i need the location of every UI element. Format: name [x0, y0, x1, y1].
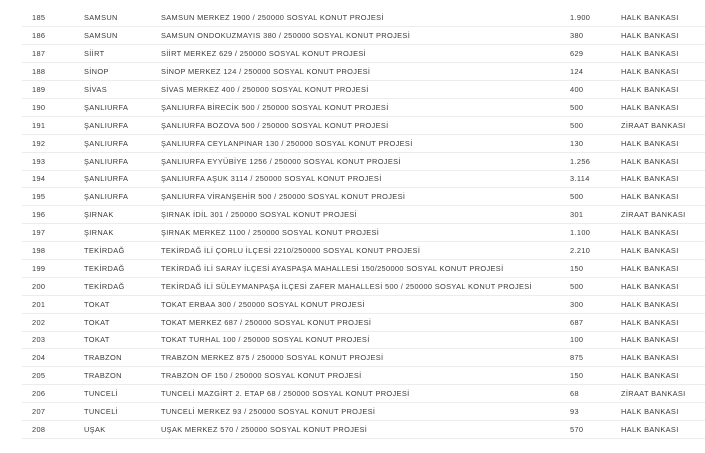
city-cell: SİNOP — [84, 63, 161, 81]
table-row — [22, 170, 705, 188]
table-row — [22, 224, 705, 242]
table-row — [22, 9, 705, 27]
bank-cell: HALK BANKASI — [621, 331, 705, 349]
row-number: 205 — [22, 367, 84, 385]
row-number: 192 — [22, 134, 84, 152]
city-cell: ŞIRNAK — [84, 224, 161, 242]
city-cell: SİİRT — [84, 45, 161, 63]
project-name-cell: TRABZON OF 150 / 250000 SOSYAL KONUT PROJESİ — [161, 367, 570, 385]
table-row — [22, 242, 705, 260]
row-number: 204 — [22, 349, 84, 367]
housing-count-cell: 1.256 — [570, 152, 621, 170]
housing-count-cell: 3.114 — [570, 170, 621, 188]
city-cell: TOKAT — [84, 331, 161, 349]
table-row — [22, 81, 705, 99]
project-name-cell: ŞANLIURFA AŞUK 3114 / 250000 SOSYAL KONUT PROJESİ — [161, 170, 570, 188]
bank-cell: HALK BANKASI — [621, 98, 705, 116]
bank-cell: HALK BANKASI — [621, 367, 705, 385]
row-number: 190 — [22, 98, 84, 116]
row-number: 188 — [22, 63, 84, 81]
table-row — [22, 259, 705, 277]
table-row — [22, 420, 705, 438]
project-table-body — [22, 9, 705, 438]
row-number: 206 — [22, 385, 84, 403]
table-row — [22, 277, 705, 295]
bank-cell: HALK BANKASI — [621, 134, 705, 152]
table-row — [22, 134, 705, 152]
project-name-cell: ŞIRNAK İDİL 301 / 250000 SOSYAL KONUT PROJESİ — [161, 206, 570, 224]
row-number: 189 — [22, 81, 84, 99]
city-cell: TEKİRDAĞ — [84, 277, 161, 295]
housing-count-cell: 570 — [570, 420, 621, 438]
city-cell: ŞANLIURFA — [84, 98, 161, 116]
bank-cell: HALK BANKASI — [621, 349, 705, 367]
bank-cell: HALK BANKASI — [621, 170, 705, 188]
row-number: 191 — [22, 116, 84, 134]
bank-cell: HALK BANKASI — [621, 63, 705, 81]
housing-count-cell: 500 — [570, 277, 621, 295]
project-name-cell: ŞANLIURFA CEYLANPINAR 130 / 250000 SOSYAL KONUT PROJESİ — [161, 134, 570, 152]
housing-count-cell: 500 — [570, 116, 621, 134]
row-number: 197 — [22, 224, 84, 242]
city-cell: TUNCELİ — [84, 403, 161, 421]
table-row — [22, 45, 705, 63]
project-name-cell: ŞANLIURFA BİRECİK 500 / 250000 SOSYAL KONUT PROJESİ — [161, 98, 570, 116]
bank-cell: ZİRAAT BANKASI — [621, 116, 705, 134]
project-name-cell: ŞANLIURFA BOZOVA 500 / 250000 SOSYAL KONUT PROJESİ — [161, 116, 570, 134]
table-row — [22, 206, 705, 224]
project-name-cell: TEKİRDAĞ İLİ SÜLEYMANPAŞA İLÇESİ ZAFER MAHALLESİ 500 / 250000 SOSYAL KONUT PROJESİ — [161, 277, 570, 295]
row-number: 198 — [22, 242, 84, 260]
row-number: 202 — [22, 313, 84, 331]
bank-cell: HALK BANKASI — [621, 224, 705, 242]
project-name-cell: TRABZON MERKEZ 875 / 250000 SOSYAL KONUT PROJESİ — [161, 349, 570, 367]
row-number: 186 — [22, 27, 84, 45]
bank-cell: HALK BANKASI — [621, 81, 705, 99]
bank-cell: HALK BANKASI — [621, 313, 705, 331]
housing-count-cell: 1.100 — [570, 224, 621, 242]
project-name-cell: TOKAT TURHAL 100 / 250000 SOSYAL KONUT PROJESİ — [161, 331, 570, 349]
project-name-cell: TOKAT MERKEZ 687 / 250000 SOSYAL KONUT PROJESİ — [161, 313, 570, 331]
city-cell: TEKİRDAĞ — [84, 242, 161, 260]
table-row — [22, 331, 705, 349]
city-cell: TRABZON — [84, 349, 161, 367]
city-cell: ŞANLIURFA — [84, 134, 161, 152]
housing-count-cell: 500 — [570, 98, 621, 116]
city-cell: TUNCELİ — [84, 385, 161, 403]
city-cell: TOKAT — [84, 295, 161, 313]
housing-count-cell: 2.210 — [570, 242, 621, 260]
project-name-cell: SAMSUN MERKEZ 1900 / 250000 SOSYAL KONUT PROJESİ — [161, 9, 570, 27]
project-name-cell: TUNCELİ MERKEZ 93 / 250000 SOSYAL KONUT PROJESİ — [161, 403, 570, 421]
row-number: 199 — [22, 259, 84, 277]
row-number: 196 — [22, 206, 84, 224]
bank-cell: HALK BANKASI — [621, 295, 705, 313]
row-number: 195 — [22, 188, 84, 206]
bank-cell: HALK BANKASI — [621, 45, 705, 63]
bank-cell: HALK BANKASI — [621, 27, 705, 45]
housing-count-cell: 301 — [570, 206, 621, 224]
housing-count-cell: 875 — [570, 349, 621, 367]
project-table — [22, 9, 705, 439]
city-cell: TOKAT — [84, 313, 161, 331]
bank-cell: HALK BANKASI — [621, 259, 705, 277]
table-row — [22, 367, 705, 385]
bank-cell: HALK BANKASI — [621, 152, 705, 170]
housing-count-cell: 150 — [570, 259, 621, 277]
project-name-cell: SİNOP MERKEZ 124 / 250000 SOSYAL KONUT PROJESİ — [161, 63, 570, 81]
housing-count-cell: 1.900 — [570, 9, 621, 27]
city-cell: ŞANLIURFA — [84, 170, 161, 188]
bank-cell: HALK BANKASI — [621, 403, 705, 421]
project-name-cell: ŞIRNAK MERKEZ 1100 / 250000 SOSYAL KONUT PROJESİ — [161, 224, 570, 242]
housing-count-cell: 687 — [570, 313, 621, 331]
row-number: 193 — [22, 152, 84, 170]
row-number: 208 — [22, 420, 84, 438]
city-cell: ŞANLIURFA — [84, 152, 161, 170]
bank-cell: ZİRAAT BANKASI — [621, 206, 705, 224]
table-row — [22, 152, 705, 170]
table-row — [22, 27, 705, 45]
table-row — [22, 295, 705, 313]
housing-count-cell: 68 — [570, 385, 621, 403]
table-row — [22, 385, 705, 403]
city-cell: ŞANLIURFA — [84, 116, 161, 134]
row-number: 185 — [22, 9, 84, 27]
project-name-cell: UŞAK MERKEZ 570 / 250000 SOSYAL KONUT PROJESİ — [161, 420, 570, 438]
city-cell: ŞIRNAK — [84, 206, 161, 224]
row-number: 194 — [22, 170, 84, 188]
project-name-cell: TEKİRDAĞ İLİ SARAY İLÇESİ AYASPAŞA MAHALLESİ 150/250000 SOSYAL KONUT PROJESİ — [161, 259, 570, 277]
table-row — [22, 63, 705, 81]
bank-cell: HALK BANKASI — [621, 188, 705, 206]
project-name-cell: SAMSUN ONDOKUZMAYIS 380 / 250000 SOSYAL KONUT PROJESİ — [161, 27, 570, 45]
project-name-cell: ŞANLIURFA EYYÜBİYE 1256 / 250000 SOSYAL KONUT PROJESİ — [161, 152, 570, 170]
housing-count-cell: 93 — [570, 403, 621, 421]
table-row — [22, 313, 705, 331]
housing-count-cell: 130 — [570, 134, 621, 152]
row-number: 207 — [22, 403, 84, 421]
table-row — [22, 116, 705, 134]
row-number: 203 — [22, 331, 84, 349]
city-cell: ŞANLIURFA — [84, 188, 161, 206]
city-cell: TEKİRDAĞ — [84, 259, 161, 277]
housing-count-cell: 150 — [570, 367, 621, 385]
housing-count-cell: 380 — [570, 27, 621, 45]
housing-count-cell: 124 — [570, 63, 621, 81]
bank-cell: HALK BANKASI — [621, 242, 705, 260]
table-row — [22, 188, 705, 206]
bank-cell: ZİRAAT BANKASI — [621, 385, 705, 403]
project-name-cell: ŞANLIURFA VİRANŞEHİR 500 / 250000 SOSYAL KONUT PROJESİ — [161, 188, 570, 206]
housing-count-cell: 400 — [570, 81, 621, 99]
housing-count-cell: 300 — [570, 295, 621, 313]
table-row — [22, 98, 705, 116]
row-number: 201 — [22, 295, 84, 313]
city-cell: UŞAK — [84, 420, 161, 438]
project-name-cell: SİİRT MERKEZ 629 / 250000 SOSYAL KONUT PROJESİ — [161, 45, 570, 63]
project-name-cell: TEKİRDAĞ İLİ ÇORLU İLÇESİ 2210/250000 SOSYAL KONUT PROJESİ — [161, 242, 570, 260]
bank-cell: HALK BANKASI — [621, 277, 705, 295]
housing-count-cell: 100 — [570, 331, 621, 349]
housing-count-cell: 629 — [570, 45, 621, 63]
row-number: 187 — [22, 45, 84, 63]
table-row — [22, 403, 705, 421]
table-row — [22, 349, 705, 367]
city-cell: SİVAS — [84, 81, 161, 99]
row-number: 200 — [22, 277, 84, 295]
housing-count-cell: 500 — [570, 188, 621, 206]
project-name-cell: TOKAT ERBAA 300 / 250000 SOSYAL KONUT PROJESİ — [161, 295, 570, 313]
city-cell: SAMSUN — [84, 27, 161, 45]
bank-cell: HALK BANKASI — [621, 420, 705, 438]
bank-cell: HALK BANKASI — [621, 9, 705, 27]
city-cell: SAMSUN — [84, 9, 161, 27]
project-name-cell: TUNCELİ MAZGİRT 2. ETAP 68 / 250000 SOSYAL KONUT PROJESİ — [161, 385, 570, 403]
city-cell: TRABZON — [84, 367, 161, 385]
project-name-cell: SİVAS MERKEZ 400 / 250000 SOSYAL KONUT PROJESİ — [161, 81, 570, 99]
